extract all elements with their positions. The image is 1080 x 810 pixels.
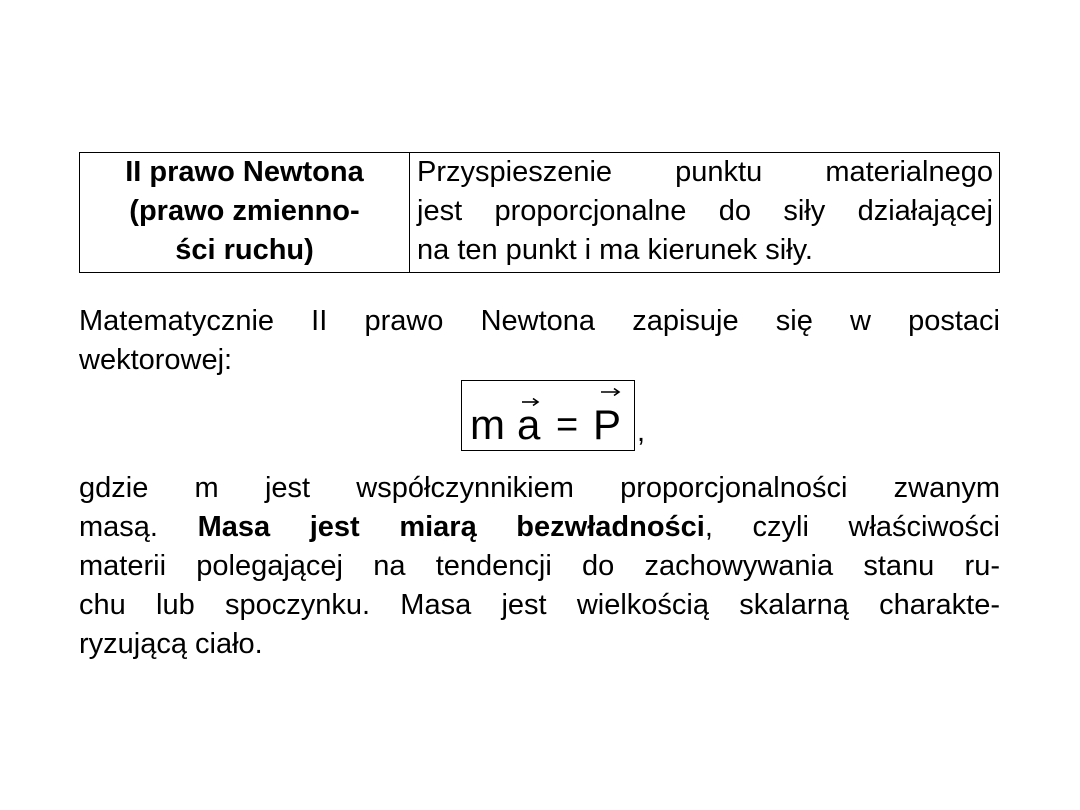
mass-symbol: m [470,401,505,448]
law-name-line: II prawo Newtona [125,156,364,188]
formula-box [461,380,635,451]
explanation-prefix: masą. [79,511,158,543]
law-definition-line: jest proporcjonalne do siły działającej [417,195,993,227]
law-definition-line: Przyspieszenie punktu materialnego [417,156,993,188]
explanation-line: ryzującą ciało. [79,628,263,660]
equals-sign: = [556,404,579,446]
intro-paragraph [79,302,1000,380]
intro-line: Matematycznie II prawo Newtona zapisuje się w postaci [79,305,1000,337]
law-name-line: ści ruchu) [175,234,314,266]
force-symbol: P [593,401,622,448]
explanation-line-mixed [79,508,1000,547]
law-definition-table [79,152,1000,273]
law-definition-cell [410,153,1000,273]
formula-comma: , [637,416,646,448]
acceleration-symbol: a [517,401,541,448]
law-name-line: (prawo zmienno- [129,195,360,227]
explanation-suffix: , czyli właściwości [704,511,1000,543]
explanation-line: chu lub spoczynku. Masa jest wielkością skalarną charakte- [79,589,1000,621]
intro-line: wektorowej: [79,344,233,376]
explanation-line: materii polegającej na tendencji do zachowywania stanu ru- [79,550,1000,582]
mass-definition-bold: Masa jest miarą bezwładności [197,511,705,543]
explanation-paragraph [79,469,1000,664]
force-vector-arrow [601,389,619,396]
formula [461,378,645,451]
law-name-cell [80,153,410,273]
law-table-row [80,153,1000,273]
explanation-line: gdzie m jest współczynnikiem proporcjonalności zwanym [79,472,1000,504]
formula-svg [462,381,634,450]
law-definition-line: na ten punkt i ma kierunek siły. [417,234,813,266]
